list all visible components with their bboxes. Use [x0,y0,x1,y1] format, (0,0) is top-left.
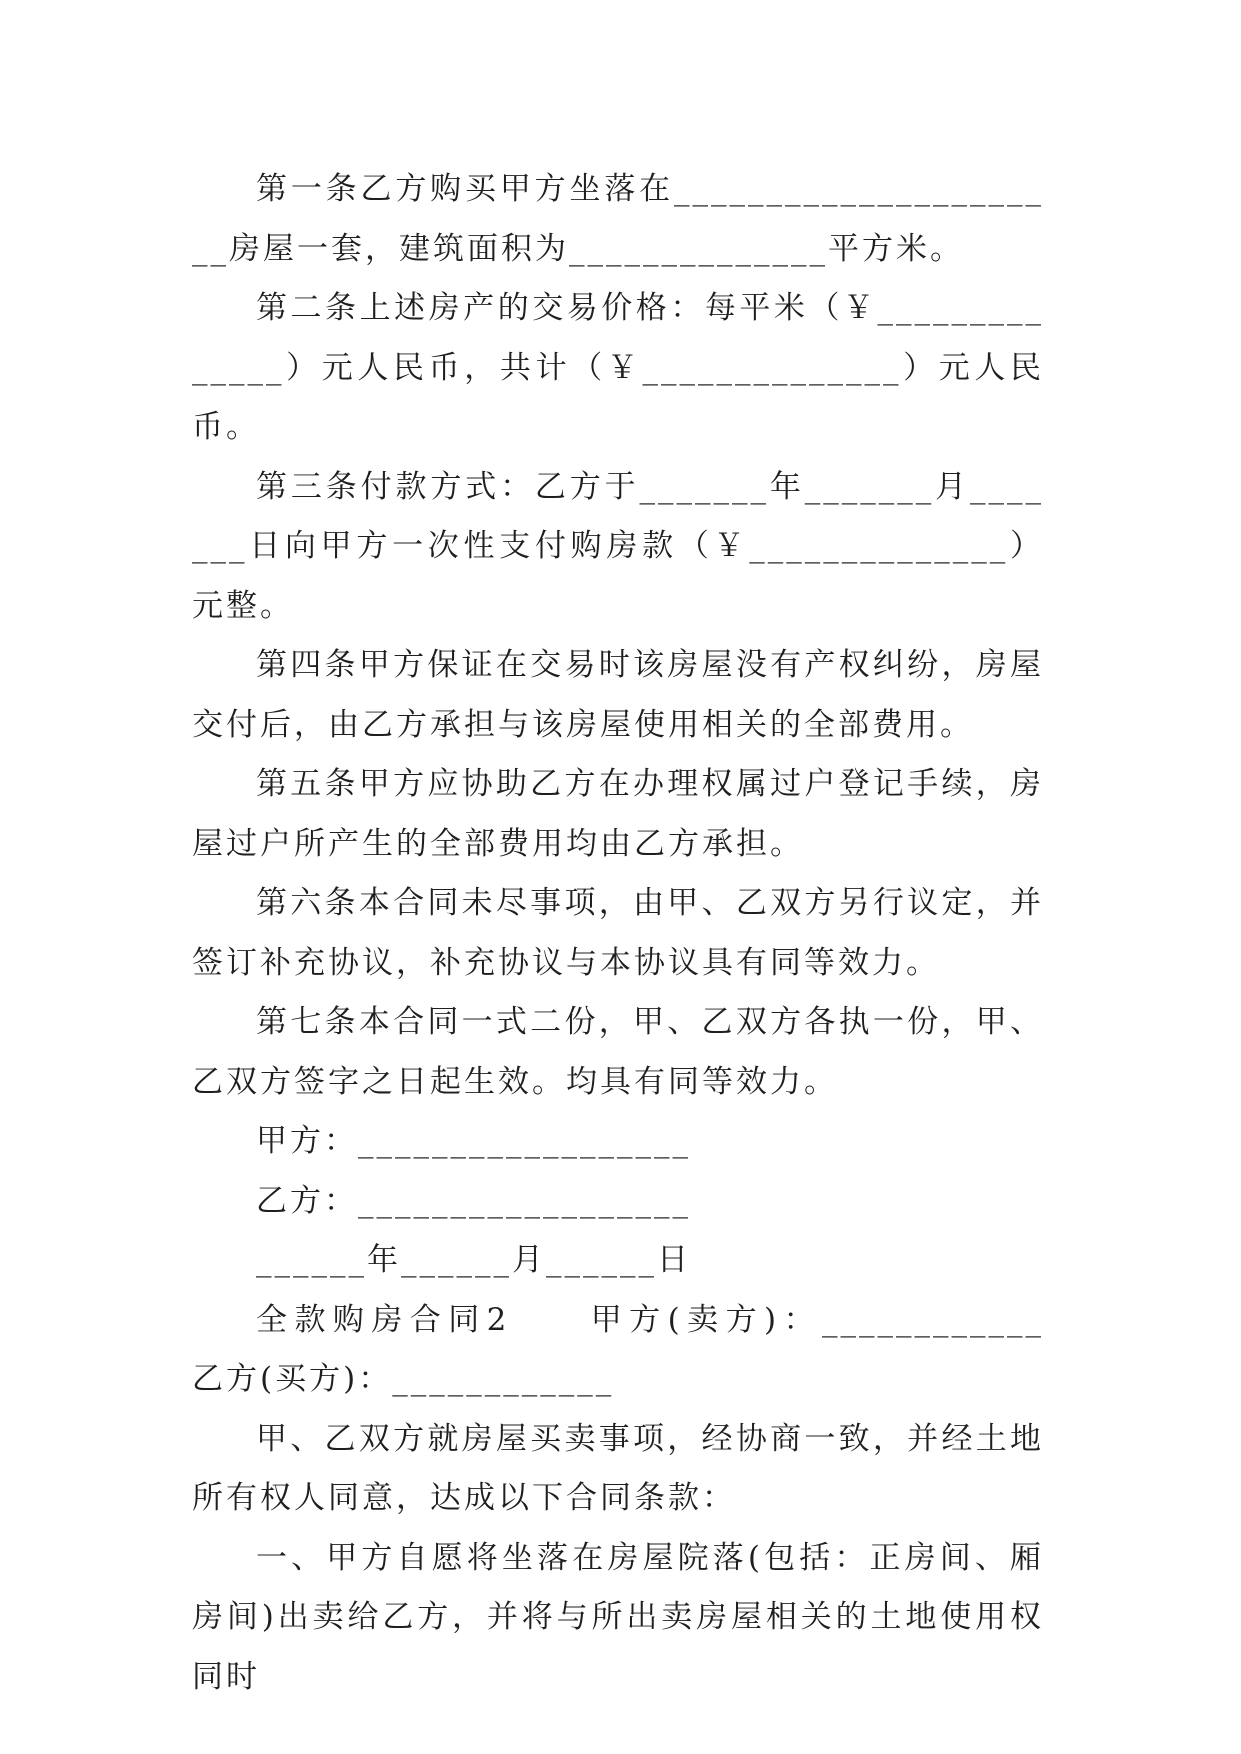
contract-body [192,160,1146,1707]
clause-2: 第二条上述房产的交易价格：每平米（￥______________）元人民币，共计（￥______________）元人民币。 [192,290,1044,445]
clause-3: 第三条付款方式：乙方于_______年_______月_______日向甲方一次性支付购房款（￥______________）元整。 [192,468,1044,624]
contract-2-clause-1: 一、甲方自愿将坐落在房屋院落(包括：正房间、厢房间)出卖给乙方，并将与所出卖房屋相关的土地使用权同时 [192,1539,1044,1695]
party-a-signature-line: 甲方：__________________ [256,1123,691,1159]
party-b-signature-line: 乙方：__________________ [256,1182,691,1219]
contract-2-preamble: 甲、乙双方就房屋买卖事项，经协商一致，并经土地所有权人同意，达成以下合同条款： [192,1420,1044,1516]
signing-date-line: ______年______月______日 [256,1242,691,1278]
clause-4: 第四条甲方保证在交易时该房屋没有产权纠纷，房屋交付后，由乙方承担与该房屋使用相关的全部费用。 [192,647,1044,743]
clause-7: 第七条本合同一式二份，甲、乙双方各执一份，甲、乙双方签字之日起生效。均具有同等效力。 [192,1004,1044,1100]
clause-5: 第五条甲方应协助乙方在办理权属过户登记手续，房屋过户所产生的全部费用均由乙方承担。 [192,766,1044,862]
clause-6: 第六条本合同未尽事项，由甲、乙双方另行议定，并签订补充协议，补充协议与本协议具有同等效力。 [192,885,1044,981]
clause-1: 第一条乙方购买甲方坐落在______________________房屋一套，建筑面积为______________平方米。 [192,171,1044,267]
contract-2-header: 全款购房合同2 甲方(卖方)：____________ 乙方(买方)：____________ [192,1301,1146,1397]
